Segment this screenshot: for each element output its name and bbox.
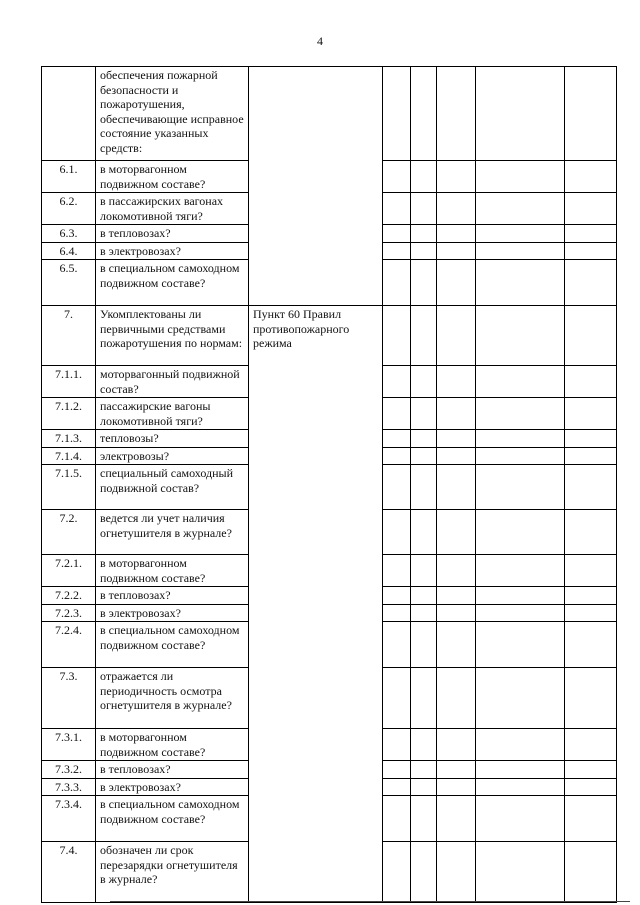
answer-cell [476,668,565,729]
answer-cell [383,225,411,243]
answer-cell [565,796,617,842]
question-text: моторвагонный подвижной состав? [96,366,249,398]
table-row [42,306,617,366]
question-text: в электровозах? [96,604,249,622]
answer-cell [565,260,617,306]
answer-cell [411,555,437,587]
answer-cell [437,306,476,366]
answer-cell [437,366,476,398]
answer-cell [437,729,476,761]
answer-cell [383,604,411,622]
answer-cell [437,842,476,903]
answer-cell [565,587,617,605]
answer-cell [437,555,476,587]
answer-cell [437,242,476,260]
answer-cell [565,398,617,430]
answer-cell [411,604,437,622]
question-text: в специальном самоходном подвижном составе? [96,622,249,668]
answer-cell [411,778,437,796]
answer-cell [383,622,411,668]
answer-cell [476,366,565,398]
answer-cell [383,366,411,398]
row-number: 7.2.1. [42,555,96,587]
answer-cell [565,842,617,903]
question-text: в моторвагонном подвижном составе? [96,729,249,761]
row-number: 7.3.2. [42,761,96,779]
answer-cell [437,761,476,779]
row-number: 7.2.4. [42,622,96,668]
answer-cell [476,842,565,903]
answer-cell [476,161,565,193]
answer-cell [411,587,437,605]
reference-text: Пункт 60 Правил противопожарного режима [249,306,383,903]
answer-cell [565,161,617,193]
page-number: 4 [317,34,323,48]
answer-cell [383,778,411,796]
answer-cell [476,242,565,260]
question-text: Укомплектованы ли первичными средствами пожаротушения по нормам: [96,306,249,366]
answer-cell [476,260,565,306]
answer-cell [476,604,565,622]
question-text: в специальном самоходном подвижном составе? [96,796,249,842]
row-number: 7.1.3. [42,430,96,448]
answer-cell [383,430,411,448]
answer-cell [437,465,476,510]
answer-cell [411,193,437,225]
answer-cell [383,796,411,842]
answer-cell [437,778,476,796]
answer-cell [437,161,476,193]
answer-cell [565,465,617,510]
answer-cell [476,193,565,225]
question-text: тепловозы? [96,430,249,448]
answer-cell [565,555,617,587]
row-number: 6.3. [42,225,96,243]
row-number: 7.1.5. [42,465,96,510]
answer-cell [565,729,617,761]
answer-cell [476,306,565,366]
question-text: в тепловозах? [96,225,249,243]
answer-cell [476,622,565,668]
answer-cell [565,306,617,366]
answer-cell [565,67,617,161]
row-number: 6.5. [42,260,96,306]
answer-cell [411,510,437,555]
row-number: 7.2.3. [42,604,96,622]
question-text: отражается ли периодичность осмотра огнетушителя в журнале? [96,668,249,729]
answer-cell [476,729,565,761]
answer-cell [411,242,437,260]
answer-cell [476,67,565,161]
answer-cell [383,510,411,555]
checklist-table [41,66,617,903]
answer-cell [411,668,437,729]
answer-cell [383,260,411,306]
answer-cell [411,622,437,668]
answer-cell [383,242,411,260]
answer-cell [476,465,565,510]
row-number: 7.3.3. [42,778,96,796]
answer-cell [383,67,411,161]
answer-cell [411,447,437,465]
answer-cell [383,761,411,779]
row-number: 6.1. [42,161,96,193]
answer-cell [565,430,617,448]
answer-cell [383,465,411,510]
reference-cell [249,67,383,306]
question-text: в тепловозах? [96,761,249,779]
answer-cell [411,225,437,243]
question-text: пассажирские вагоны локомотивной тяги? [96,398,249,430]
answer-cell [437,398,476,430]
question-text: обеспечения пожарной безопасности и пожаротушения, обеспечивающие исправное состояние указанных средств: [96,67,249,161]
answer-cell [383,587,411,605]
answer-cell [411,796,437,842]
question-text: ведется ли учет наличия огнетушителя в журнале? [96,510,249,555]
answer-cell [411,260,437,306]
answer-cell [411,729,437,761]
answer-cell [383,555,411,587]
scan-edge-line [110,901,630,902]
row-number: 7.2.2. [42,587,96,605]
answer-cell [565,225,617,243]
question-text: специальный самоходный подвижной состав? [96,465,249,510]
row-number: 7.3. [42,668,96,729]
answer-cell [476,796,565,842]
answer-cell [565,366,617,398]
answer-cell [411,161,437,193]
answer-cell [476,430,565,448]
answer-cell [437,430,476,448]
answer-cell [476,555,565,587]
row-number: 7.1.1. [42,366,96,398]
answer-cell [565,622,617,668]
answer-cell [437,796,476,842]
answer-cell [565,447,617,465]
question-text: электровозы? [96,447,249,465]
answer-cell [411,465,437,510]
question-text: в пассажирских вагонах локомотивной тяги? [96,193,249,225]
answer-cell [437,67,476,161]
answer-cell [437,447,476,465]
answer-cell [565,604,617,622]
answer-cell [437,225,476,243]
answer-cell [383,398,411,430]
question-text: в тепловозах? [96,587,249,605]
table-row [42,67,617,161]
row-number: 7.3.1. [42,729,96,761]
answer-cell [437,622,476,668]
row-number: 7.1.2. [42,398,96,430]
answer-cell [411,842,437,903]
answer-cell [411,398,437,430]
answer-cell [476,510,565,555]
answer-cell [476,761,565,779]
row-number: 7.1.4. [42,447,96,465]
answer-cell [411,366,437,398]
answer-cell [476,225,565,243]
answer-cell [476,587,565,605]
answer-cell [411,306,437,366]
answer-cell [437,587,476,605]
question-text: обозначен ли срок перезарядки огнетушителя в журнале? [96,842,249,903]
answer-cell [437,604,476,622]
answer-cell [565,761,617,779]
answer-cell [476,447,565,465]
answer-cell [437,510,476,555]
answer-cell [383,306,411,366]
answer-cell [565,778,617,796]
answer-cell [383,729,411,761]
answer-cell [476,778,565,796]
answer-cell [565,242,617,260]
answer-cell [565,668,617,729]
answer-cell [565,193,617,225]
question-text: в специальном самоходном подвижном составе? [96,260,249,306]
answer-cell [565,510,617,555]
answer-cell [383,842,411,903]
answer-cell [411,761,437,779]
answer-cell [383,668,411,729]
answer-cell [476,398,565,430]
answer-cell [411,67,437,161]
row-number: 7. [42,306,96,366]
answer-cell [437,193,476,225]
row-number: 7.3.4. [42,796,96,842]
row-number [42,67,96,161]
row-number: 7.2. [42,510,96,555]
answer-cell [383,193,411,225]
answer-cell [411,430,437,448]
answer-cell [383,447,411,465]
answer-cell [437,260,476,306]
row-number: 6.2. [42,193,96,225]
question-text: в электровозах? [96,778,249,796]
question-text: в электровозах? [96,242,249,260]
question-text: в моторвагонном подвижном составе? [96,555,249,587]
row-number: 7.4. [42,842,96,903]
answer-cell [437,668,476,729]
answer-cell [383,161,411,193]
question-text: в моторвагонном подвижном составе? [96,161,249,193]
row-number: 6.4. [42,242,96,260]
